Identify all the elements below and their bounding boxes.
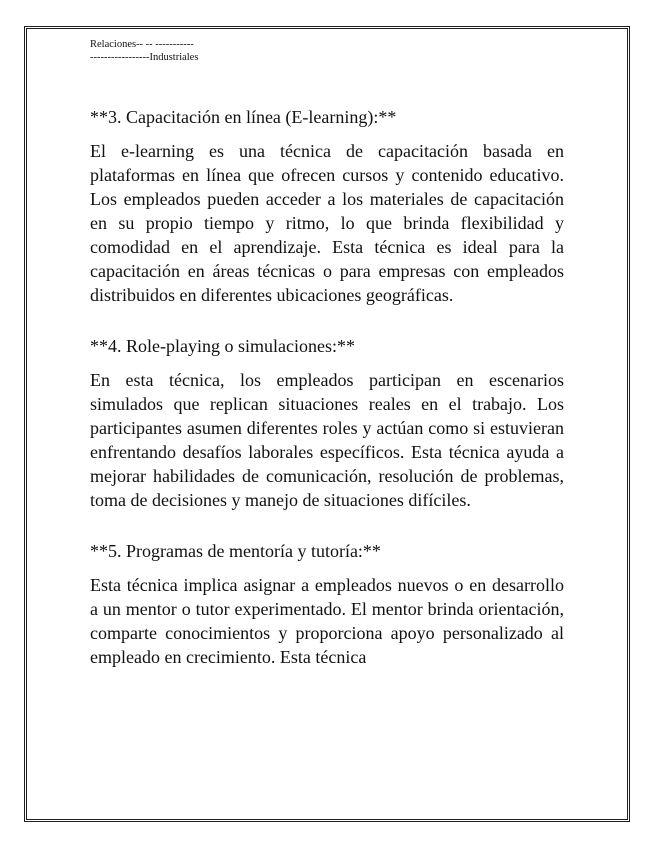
section-heading: **4. Role-playing o simulaciones:** <box>90 336 355 356</box>
section-body: El e-learning es una técnica de capacitación basada en plataformas en línea que ofrecen cursos y contenido educativo. Los empleados pueden acceder a los materiales de capacitación en su propio tiempo y ritmo, lo que brinda flexibilidad y comodidad en el aprendizaje. Esta técnica es ideal para la capacitación en áreas técnicas o para empresas con empleados distribuidos en diferentes ubicaciones geográficas. <box>90 141 564 305</box>
document-content <box>90 105 564 696</box>
section-body: En esta técnica, los empleados participan en escenarios simulados que replican situaciones reales en el trabajo. Los participantes asumen diferentes roles y actúan como si estuvieran enfrentando desafíos laborales específicos. Esta técnica ayuda a mejorar habilidades de comunicación, resolución de problemas, toma de decisiones y manejo de situaciones difíciles. <box>90 370 564 510</box>
section-body: Esta técnica implica asignar a empleados nuevos o en desarrollo a un mentor o tutor experimentado. El mentor brinda orientación, comparte conocimientos y proporciona apoyo personalizado al empleado en crecimiento. Esta técnica <box>90 575 564 667</box>
header-line-1: Relaciones-- -- ----------- <box>90 39 194 50</box>
section-e-learning <box>90 105 564 307</box>
section-heading: **3. Capacitación en línea (E-learning):** <box>90 107 397 127</box>
section-heading: **5. Programas de mentoría y tutoría:** <box>90 541 381 561</box>
section-role-playing <box>90 334 564 512</box>
section-mentoring <box>90 539 564 669</box>
running-header <box>90 38 250 64</box>
header-line-2: -----------------Industriales <box>90 52 199 63</box>
